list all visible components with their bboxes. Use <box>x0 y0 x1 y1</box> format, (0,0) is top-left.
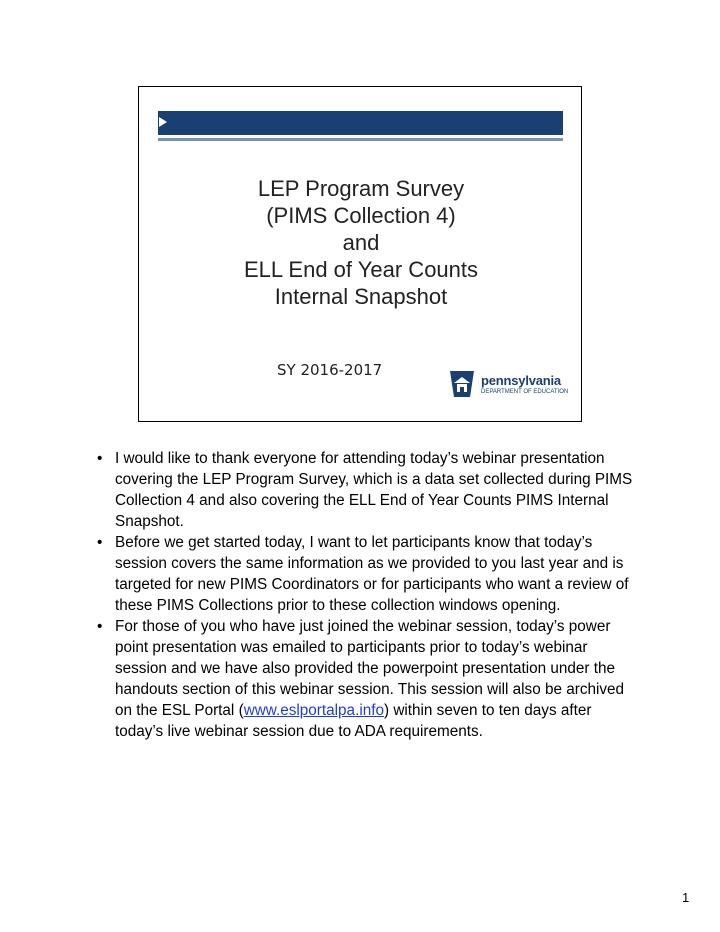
bullet: • <box>97 450 103 467</box>
esl-portal-link[interactable]: www.eslportalpa.info <box>243 702 384 719</box>
bullet: • <box>97 534 103 551</box>
logo-name: pennsylvania <box>481 373 561 388</box>
slide-title-line: Internal Snapshot <box>274 284 448 309</box>
slide-title <box>139 175 582 310</box>
page-number: 1 <box>682 890 690 905</box>
school-year: SY 2016-2017 <box>277 361 383 379</box>
keystone-icon <box>448 369 476 399</box>
slide-title-line: ELL End of Year Counts <box>243 257 479 282</box>
arrow-marker-icon <box>159 117 167 127</box>
slide-header-rule <box>158 138 563 141</box>
note-text: Before we get started today, I want to let participants know that today’s session covers the same information as we provided to you last year and is targeted for new PIMS Coordinators or for participants who want a review of these PIMS Collections prior to these collection windows opening. <box>115 534 629 614</box>
note-text: I would like to thank everyone for attending today’s webinar presentation covering the LEP Program Survey, which is a data set collected during PIMS Collection 4 and also covering the ELL End of Year Counts PIMS Internal Snapshot. <box>115 450 633 530</box>
note-text: For those of you who have just joined the webinar session, today’s power point presentation was emailed to participants prior to today’s webinar session and we have also provided the powerpoint presentation under the handouts section of this webinar session. This session will also be archived on the ESL Portal ( <box>115 618 625 719</box>
note-item <box>97 616 637 742</box>
note-item <box>97 532 637 616</box>
slide-title-line: and <box>342 230 380 255</box>
bullet: • <box>97 618 103 635</box>
slide-title-line: LEP Program Survey <box>257 176 465 201</box>
note-item <box>97 448 637 532</box>
slide-title-line: (PIMS Collection 4) <box>266 203 456 228</box>
pa-education-logo <box>448 369 568 401</box>
note-text: ) within seven to ten days after today’s live webinar session due to ADA requirements. <box>115 702 592 740</box>
slide-header-band <box>158 111 563 135</box>
slide-thumbnail <box>138 86 582 422</box>
logo-department: DEPARTMENT OF EDUCATION <box>481 389 569 395</box>
speaker-notes <box>97 448 637 742</box>
